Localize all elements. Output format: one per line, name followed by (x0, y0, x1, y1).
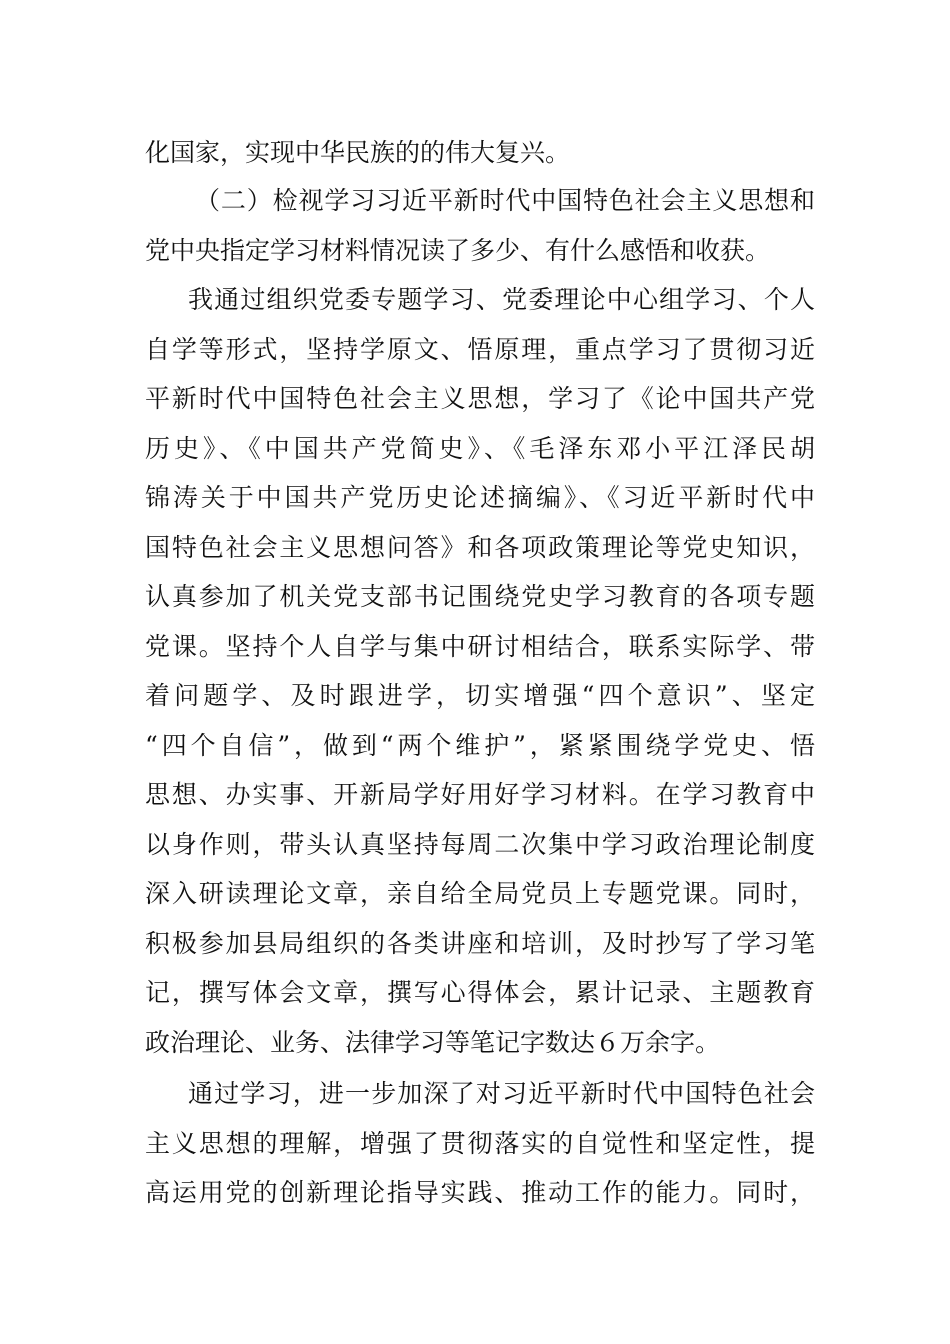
text-line: 历史》、《中国共产党简史》、《毛泽东邓小平江泽民胡 (145, 433, 815, 463)
continuation-paragraph (145, 128, 815, 178)
text-line: 党课。坚持个人自学与集中研讨相结合，联系实际学、带 (145, 631, 815, 661)
section-heading (145, 176, 815, 275)
text-line: 思想、办实事、开新局学好用好学习材料。在学习教育中 (145, 780, 815, 809)
body-paragraph-2 (145, 1069, 815, 1218)
text-line: 我通过组织党委专题学习、党委理论中心组学习、个人 (188, 285, 815, 314)
text-line: 化国家，实现中华民族的的伟大复兴。 (145, 138, 571, 167)
body-paragraph-1 (145, 275, 815, 1067)
text-line: 国特色社会主义思想问答》和各项政策理论等党史知识， (145, 532, 815, 562)
text-line: 高运用党的创新理论指导实践、推动工作的能力。同时， (145, 1178, 815, 1207)
text-line: 主义思想的理解，增强了贯彻落实的自觉性和坚定性，提 (145, 1128, 815, 1158)
text-line: 深入研读理论文章，亲自给全局党员上专题党课。同时， (145, 879, 815, 908)
text-line: 自学等形式，坚持学原文、悟原理，重点学习了贯彻习近 (145, 334, 815, 364)
text-line: 党中央指定学习材料情况读了多少、有什么感悟和收获。 (145, 235, 771, 265)
text-line: 积极参加县局组织的各类讲座和培训，及时抄写了学习笔 (145, 928, 815, 958)
text-line: （二）检视学习习近平新时代中国特色社会主义思想和 (195, 186, 815, 215)
text-line: 锦涛关于中国共产党历史论述摘编》、《习近平新时代中 (145, 483, 815, 512)
text-line: 通过学习，进一步加深了对习近平新时代中国特色社会 (188, 1079, 815, 1108)
text-line: 着问题学、及时跟进学，切实增强“四个意识”、坚定 (145, 681, 815, 710)
text-line: 平新时代中国特色社会主义思想，学习了《论中国共产党 (145, 384, 815, 413)
text-line: 以身作则，带头认真坚持每周二次集中学习政治理论制度 (145, 829, 815, 859)
text-line: “四个自信”，做到“两个维护”，紧紧围绕学党史、悟 (145, 730, 815, 760)
text-line: 政治理论、业务、法律学习等笔记字数达６万余字。 (145, 1027, 721, 1057)
text-line: 认真参加了机关党支部书记围绕党史学习教育的各项专题 (145, 582, 815, 611)
text-line: 记，撰写体会文章，撰写心得体会，累计记录、主题教育 (145, 978, 815, 1007)
